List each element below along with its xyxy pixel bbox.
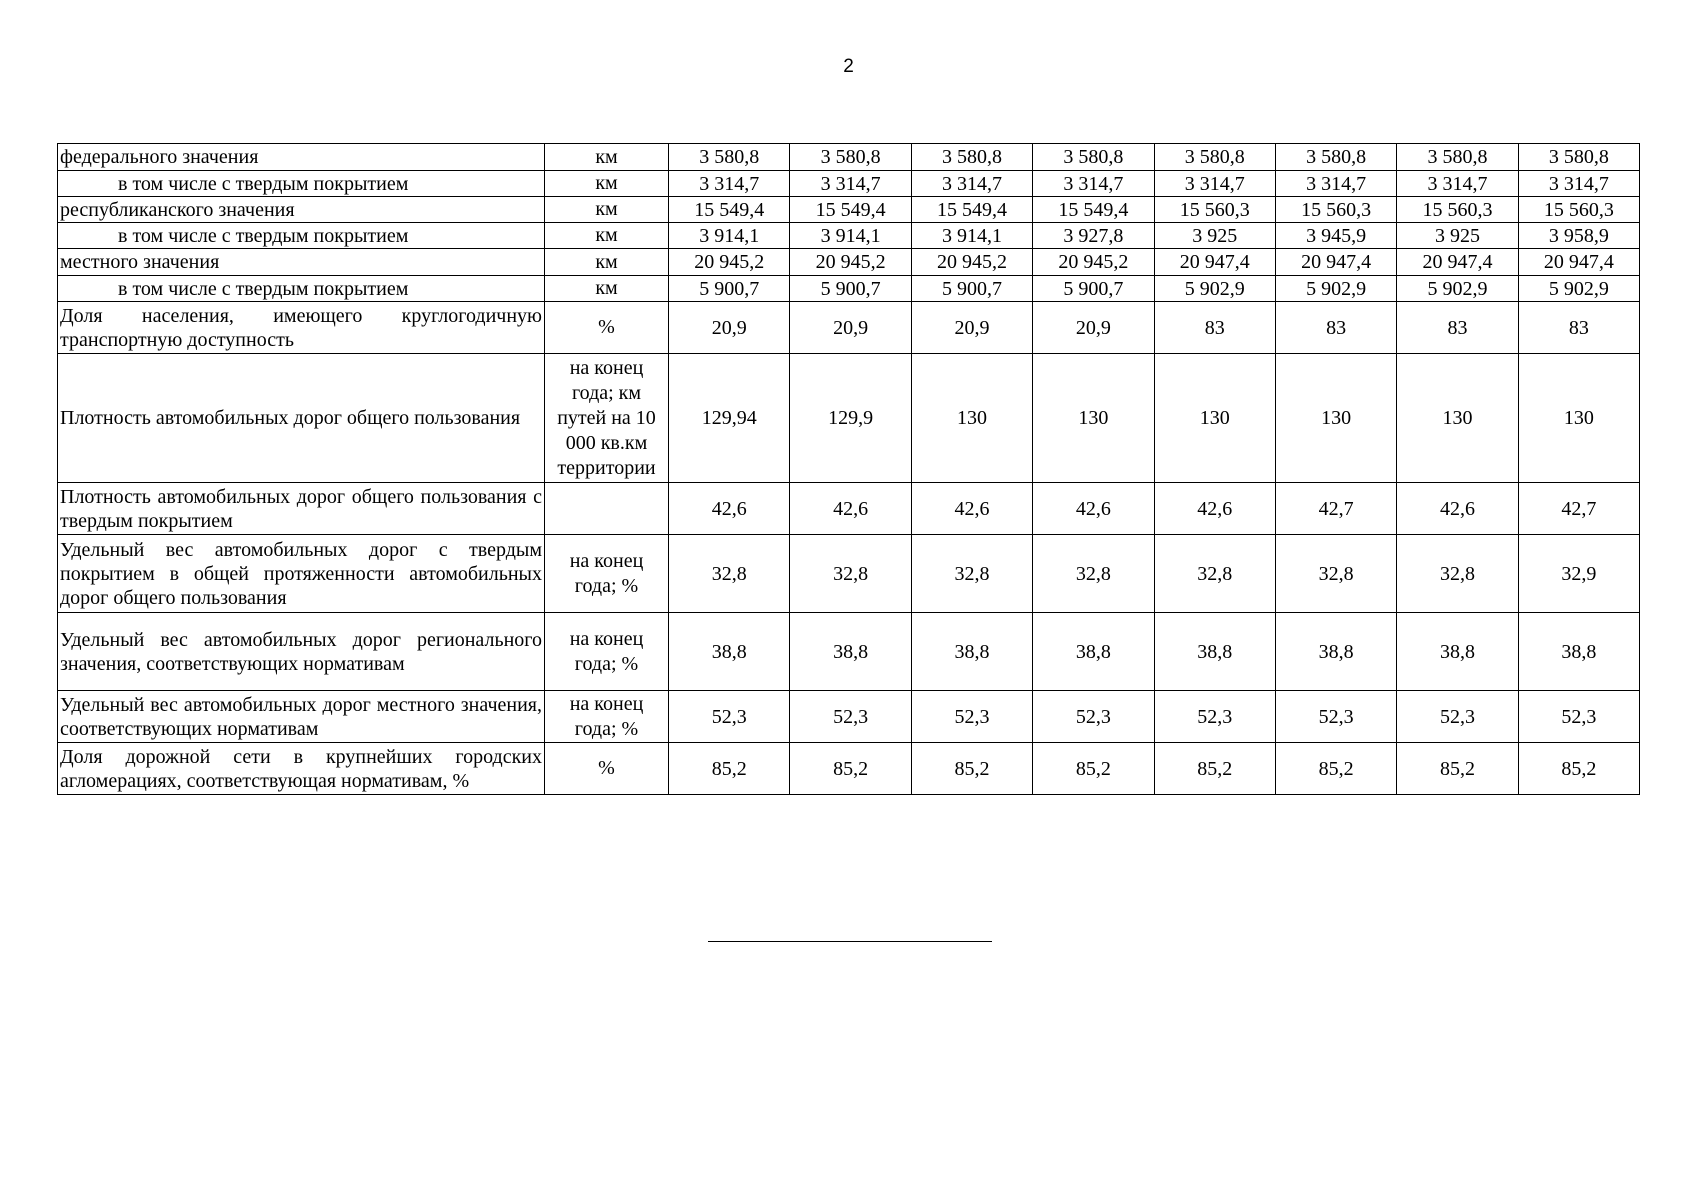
value-cell: 85,2 [1033,743,1154,795]
row-label: Удельный вес автомобильных дорог местного значения, соответствующих нормативам [58,691,545,743]
row-label: в том числе с твердым покрытием [58,276,545,302]
table-row [58,613,1640,691]
value-cell: 3 580,8 [1275,144,1396,171]
row-unit: км [545,171,669,197]
page-number: 2 [843,56,854,77]
value-cell: 52,3 [1275,691,1396,743]
value-cell: 130 [1154,354,1275,483]
value-cell: 130 [911,354,1032,483]
row-unit: км [545,276,669,302]
value-cell: 38,8 [790,613,911,691]
value-cell: 15 549,4 [1033,197,1154,223]
value-cell: 5 902,9 [1275,276,1396,302]
row-unit: на конец года; % [545,691,669,743]
value-cell: 38,8 [1518,613,1639,691]
value-cell: 42,7 [1275,483,1396,535]
bottom-separator-line [708,941,992,942]
value-cell: 3 314,7 [790,171,911,197]
value-cell: 130 [1397,354,1518,483]
value-cell: 3 314,7 [911,171,1032,197]
table-row [58,743,1640,795]
value-cell: 15 560,3 [1518,197,1639,223]
value-cell: 42,7 [1518,483,1639,535]
value-cell: 15 549,4 [790,197,911,223]
row-unit: % [545,302,669,354]
value-cell: 3 314,7 [1518,171,1639,197]
value-cell: 83 [1275,302,1396,354]
row-unit: на конец года; % [545,613,669,691]
value-cell: 3 314,7 [1275,171,1396,197]
value-cell: 52,3 [911,691,1032,743]
value-cell: 3 925 [1154,223,1275,249]
value-cell: 3 580,8 [1397,144,1518,171]
row-unit: на конец года; % [545,535,669,613]
value-cell: 3 314,7 [1154,171,1275,197]
row-label: Плотность автомобильных дорог общего пользования с твердым покрытием [58,483,545,535]
value-cell: 42,6 [1397,483,1518,535]
value-cell: 83 [1154,302,1275,354]
row-unit [545,483,669,535]
value-cell: 52,3 [790,691,911,743]
value-cell: 5 902,9 [1397,276,1518,302]
value-cell: 83 [1397,302,1518,354]
table-row [58,302,1640,354]
value-cell: 20,9 [669,302,790,354]
table-row [58,483,1640,535]
value-cell: 32,8 [1397,535,1518,613]
indicators-table [57,143,1640,795]
value-cell: 42,6 [911,483,1032,535]
value-cell: 20,9 [911,302,1032,354]
value-cell: 32,9 [1518,535,1639,613]
value-cell: 85,2 [790,743,911,795]
value-cell: 20,9 [790,302,911,354]
value-cell: 52,3 [669,691,790,743]
value-cell: 83 [1518,302,1639,354]
row-label: Доля населения, имеющего круглогодичную транспортную доступность [58,302,545,354]
row-unit: км [545,223,669,249]
value-cell: 15 549,4 [911,197,1032,223]
value-cell: 32,8 [1275,535,1396,613]
value-cell: 129,94 [669,354,790,483]
value-cell: 38,8 [1397,613,1518,691]
row-label: Удельный вес автомобильных дорог с твердым покрытием в общей протяженности автомобильных дорог общего пользования [58,535,545,613]
value-cell: 20,9 [1033,302,1154,354]
value-cell: 85,2 [669,743,790,795]
value-cell: 85,2 [1154,743,1275,795]
value-cell: 20 945,2 [911,249,1032,276]
value-cell: 15 560,3 [1397,197,1518,223]
value-cell: 38,8 [911,613,1032,691]
value-cell: 52,3 [1397,691,1518,743]
row-label: в том числе с твердым покрытием [58,171,545,197]
value-cell: 3 314,7 [1397,171,1518,197]
row-unit: км [545,249,669,276]
table-row [58,535,1640,613]
value-cell: 20 945,2 [669,249,790,276]
value-cell: 20 945,2 [1033,249,1154,276]
value-cell: 20 947,4 [1275,249,1396,276]
value-cell: 52,3 [1518,691,1639,743]
value-cell: 42,6 [790,483,911,535]
value-cell: 3 580,8 [1154,144,1275,171]
value-cell: 5 900,7 [911,276,1032,302]
value-cell: 3 914,1 [669,223,790,249]
value-cell: 38,8 [1154,613,1275,691]
table-row [58,691,1640,743]
row-label: федерального значения [58,144,545,171]
value-cell: 52,3 [1033,691,1154,743]
value-cell: 20 945,2 [790,249,911,276]
value-cell: 42,6 [1154,483,1275,535]
value-cell: 129,9 [790,354,911,483]
value-cell: 85,2 [1397,743,1518,795]
value-cell: 3 925 [1397,223,1518,249]
value-cell: 3 314,7 [1033,171,1154,197]
row-label: Плотность автомобильных дорог общего пользования [58,354,545,483]
value-cell: 3 580,8 [1033,144,1154,171]
value-cell: 32,8 [1033,535,1154,613]
value-cell: 85,2 [1518,743,1639,795]
value-cell: 32,8 [790,535,911,613]
row-label: Удельный вес автомобильных дорог регионального значения, соответствующих нормативам [58,613,545,691]
table-row [58,144,1640,171]
row-label: республиканского значения [58,197,545,223]
row-label: в том числе с твердым покрытием [58,223,545,249]
table-row [58,276,1640,302]
value-cell: 5 900,7 [669,276,790,302]
value-cell: 20 947,4 [1397,249,1518,276]
value-cell: 5 900,7 [790,276,911,302]
value-cell: 32,8 [911,535,1032,613]
value-cell: 3 914,1 [790,223,911,249]
row-unit: км [545,197,669,223]
value-cell: 32,8 [1154,535,1275,613]
value-cell: 130 [1518,354,1639,483]
value-cell: 3 580,8 [790,144,911,171]
value-cell: 38,8 [1033,613,1154,691]
table-row [58,197,1640,223]
value-cell: 3 927,8 [1033,223,1154,249]
value-cell: 85,2 [911,743,1032,795]
row-label: Доля дорожной сети в крупнейших городских агломерациях, соответствующая нормативам, % [58,743,545,795]
value-cell: 130 [1275,354,1396,483]
value-cell: 3 945,9 [1275,223,1396,249]
value-cell: 15 549,4 [669,197,790,223]
value-cell: 3 314,7 [669,171,790,197]
value-cell: 42,6 [669,483,790,535]
row-unit: на конец года; км путей на 10 000 кв.км территории [545,354,669,483]
value-cell: 42,6 [1033,483,1154,535]
value-cell: 5 900,7 [1033,276,1154,302]
value-cell: 5 902,9 [1518,276,1639,302]
value-cell: 15 560,3 [1154,197,1275,223]
value-cell: 20 947,4 [1518,249,1639,276]
value-cell: 130 [1033,354,1154,483]
value-cell: 3 580,8 [1518,144,1639,171]
table-row [58,223,1640,249]
value-cell: 38,8 [669,613,790,691]
table-row [58,171,1640,197]
value-cell: 3 580,8 [669,144,790,171]
value-cell: 3 958,9 [1518,223,1639,249]
value-cell: 52,3 [1154,691,1275,743]
table-row [58,249,1640,276]
value-cell: 5 902,9 [1154,276,1275,302]
table-row [58,354,1640,483]
value-cell: 3 580,8 [911,144,1032,171]
row-label: местного значения [58,249,545,276]
value-cell: 85,2 [1275,743,1396,795]
row-unit: км [545,144,669,171]
value-cell: 32,8 [669,535,790,613]
value-cell: 3 914,1 [911,223,1032,249]
value-cell: 20 947,4 [1154,249,1275,276]
value-cell: 15 560,3 [1275,197,1396,223]
value-cell: 38,8 [1275,613,1396,691]
row-unit: % [545,743,669,795]
